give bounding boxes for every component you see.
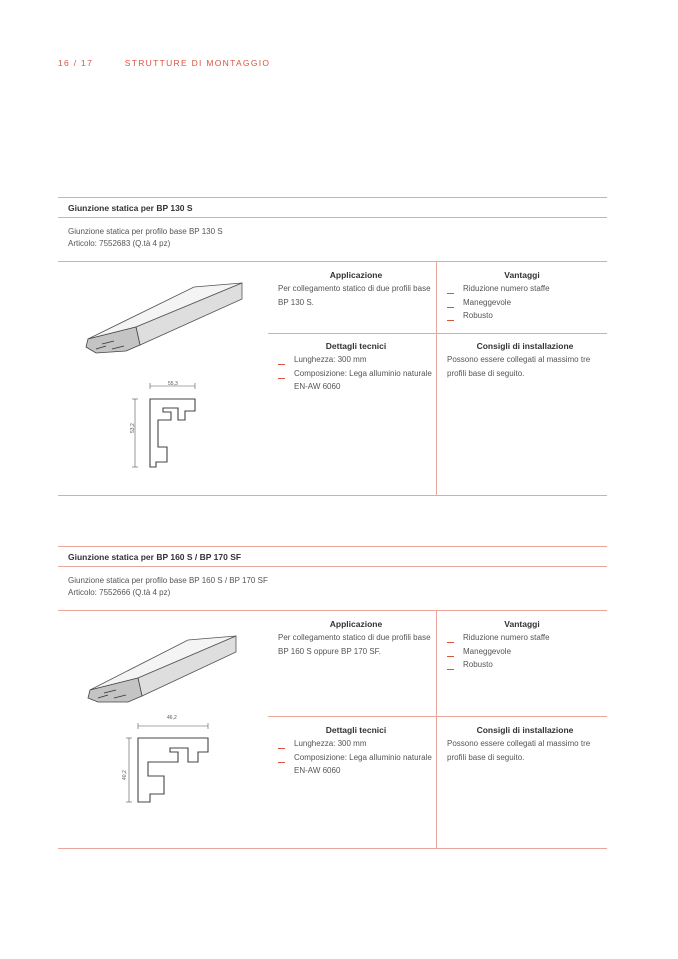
block-consigli-installazione [447, 340, 603, 380]
list-item: Maneggevole [447, 645, 597, 659]
block-title: Consigli di installazione [476, 725, 574, 735]
list-item: Robusto [447, 309, 597, 323]
list-item: Composizione: Lega alluminio naturale EN-AW 6060 [278, 367, 434, 394]
block-text: Per collegamento statico di due profili base BP 160 S oppure BP 170 SF. [278, 633, 431, 656]
divider [58, 566, 607, 567]
block-applicazione [278, 618, 434, 658]
block-dettagli-tecnici [278, 724, 434, 778]
product-title: Giunzione statica per BP 130 S [68, 203, 193, 213]
column-divider [436, 610, 437, 848]
list-item: Riduzione numero staffe [447, 631, 597, 645]
product-article: Articolo: 7552666 (Q.tà 4 pz) [68, 588, 171, 597]
dimension-width: 46,2 [167, 715, 177, 721]
page-number: 16 / 17 [58, 58, 94, 68]
divider [58, 197, 607, 198]
block-title: Dettagli tecnici [325, 725, 387, 735]
product-section-bp130 [58, 197, 607, 497]
divider [268, 716, 607, 717]
product-title: Giunzione statica per BP 160 S / BP 170 SF [68, 552, 242, 562]
product-article: Articolo: 7552683 (Q.tà 4 pz) [68, 239, 171, 248]
list-item: Composizione: Lega alluminio naturale EN-AW 6060 [278, 751, 434, 778]
block-text: Possono essere collegati al massimo tre profili base di seguito. [447, 355, 591, 378]
list-item: Lunghezza: 300 mm [278, 353, 434, 367]
product-description: Giunzione statica per profilo base BP 130 S [68, 227, 223, 236]
block-title: Vantaggi [504, 619, 540, 629]
dimension-width: 55,3 [168, 381, 178, 387]
product-3d-image [84, 630, 242, 704]
list-item: Lunghezza: 300 mm [278, 737, 434, 751]
divider [58, 217, 607, 218]
product-description: Giunzione statica per profilo base BP 160 S / BP 170 SF [68, 576, 268, 585]
list-item: Maneggevole [447, 296, 597, 310]
product-section-bp160-bp170 [58, 546, 607, 851]
product-3d-image [82, 275, 250, 355]
block-title: Consigli di installazione [476, 341, 574, 351]
divider [58, 546, 607, 547]
block-text: Per collegamento statico di due profili base BP 130 S. [278, 284, 431, 307]
block-text: Possono essere collegati al massimo tre profili base di seguito. [447, 739, 591, 762]
list-item: Robusto [447, 658, 597, 672]
list-item: Riduzione numero staffe [447, 282, 597, 296]
dimension-height: 40,2 [122, 770, 128, 780]
divider [58, 261, 607, 262]
dimension-height: 53,2 [130, 423, 136, 433]
page-header [58, 58, 270, 68]
divider [58, 495, 607, 496]
technical-drawing [120, 714, 212, 808]
block-vantaggi [447, 618, 597, 672]
block-applicazione [278, 269, 434, 309]
block-title: Vantaggi [504, 270, 540, 280]
block-title: Applicazione [329, 270, 383, 280]
block-consigli-installazione [447, 724, 603, 764]
block-vantaggi [447, 269, 597, 323]
divider [58, 848, 607, 849]
block-title: Dettagli tecnici [325, 341, 387, 351]
divider [268, 333, 607, 334]
block-dettagli-tecnici [278, 340, 434, 394]
column-divider [436, 261, 437, 495]
divider [58, 610, 607, 611]
page-section-title: STRUTTURE DI MONTAGGIO [124, 58, 271, 68]
block-title: Applicazione [329, 619, 383, 629]
